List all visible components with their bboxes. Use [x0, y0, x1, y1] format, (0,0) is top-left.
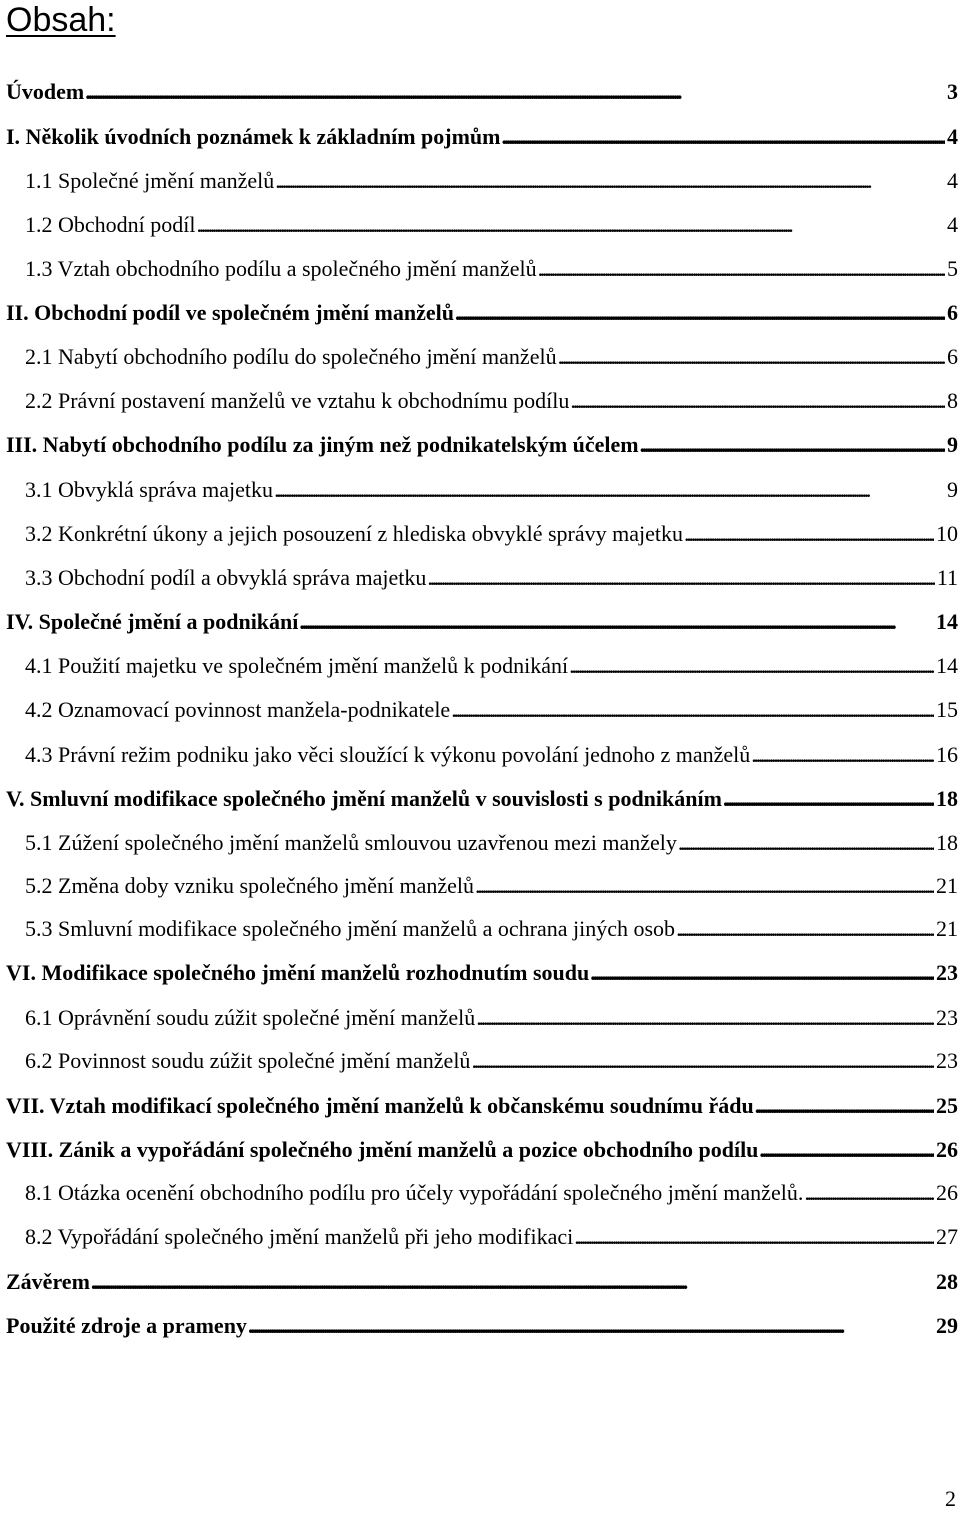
- toc-entry-label: VIII. Zánik a vypořádání společného jmění manželů a pozice obchodního podílu: [6, 1137, 759, 1162]
- toc-entry-label: Závěrem: [6, 1269, 90, 1294]
- toc-entry[interactable]: [25, 1178, 960, 1208]
- toc-entry-label: 1.2 Obchodní podíl: [25, 212, 196, 237]
- toc-dot-leader: [755, 1091, 934, 1121]
- toc-entry[interactable]: [25, 254, 960, 284]
- toc-entry-page: 14: [936, 653, 958, 678]
- toc-dot-leader: [475, 871, 934, 901]
- toc-entry-label: 3.2 Konkrétní úkony a jejich posouzení z hlediska obvyklé správy majetku: [25, 521, 684, 546]
- toc-entry[interactable]: [6, 607, 960, 637]
- toc-entry-page: 4: [947, 124, 958, 149]
- toc-entry-page: 11: [936, 565, 958, 590]
- toc-entry-page: 28: [936, 1269, 958, 1294]
- toc-entry[interactable]: [25, 563, 960, 593]
- toc-entry[interactable]: [25, 871, 960, 901]
- toc-entry[interactable]: [6, 958, 960, 988]
- toc-dot-leader: [570, 386, 945, 416]
- toc-entry-label: VI. Modifikace společného jmění manželů rozhodnutím soudu: [6, 960, 590, 985]
- toc-entry[interactable]: [6, 784, 960, 814]
- toc-entry-label: 5.1 Zúžení společného jmění manželů smlouvou uzavřenou mezi manžely: [25, 830, 677, 855]
- toc-entry-label: II. Obchodní podíl ve společném jmění manželů: [6, 300, 454, 325]
- toc-dot-leader: [91, 1267, 934, 1297]
- toc-entry-label: 2.1 Nabytí obchodního podílu do společného jmění manželů: [25, 344, 557, 369]
- toc-entry-page: 18: [936, 786, 958, 811]
- toc-entry-label: V. Smluvní modifikace společného jmění manželů v souvislosti s podnikáním: [6, 786, 722, 811]
- toc-entry-label: 2.2 Právní postavení manželů ve vztahu k obchodnímu podílu: [25, 388, 570, 413]
- toc-dot-leader: [299, 607, 934, 637]
- toc-entry-page: 16: [936, 742, 958, 767]
- toc-entry-label: IV. Společné jmění a podnikání: [6, 609, 299, 634]
- toc-entry-page: 21: [936, 916, 958, 941]
- toc-entry[interactable]: [6, 77, 960, 107]
- toc-entry-label: 5.3 Smluvní modifikace společného jmění manželů a ochrana jiných osob: [25, 916, 676, 941]
- toc-dot-leader: [640, 430, 945, 460]
- toc-entry[interactable]: [25, 695, 960, 725]
- toc-entry-page: 27: [936, 1224, 958, 1249]
- toc-entry-label: 3.3 Obchodní podíl a obvyklá správa majetku: [25, 565, 427, 590]
- toc-entry-page: 25: [936, 1093, 958, 1118]
- toc-entry-label: Úvodem: [6, 79, 85, 104]
- toc-entry[interactable]: [25, 475, 960, 505]
- toc-entry[interactable]: [6, 1091, 960, 1121]
- toc-entry[interactable]: [25, 828, 960, 858]
- toc-entry[interactable]: [25, 1003, 960, 1033]
- toc-dot-leader: [684, 519, 934, 549]
- toc-entry[interactable]: [25, 386, 960, 416]
- toc-dot-leader: [451, 695, 934, 725]
- toc-entry-page: 23: [936, 1048, 958, 1073]
- toc-entry[interactable]: [6, 122, 960, 152]
- toc-dot-leader: [85, 77, 945, 107]
- toc-entry[interactable]: [25, 342, 960, 372]
- toc-entry[interactable]: [6, 1267, 960, 1297]
- toc-entry-page: 15: [936, 697, 958, 722]
- toc-entry-page: 4: [947, 212, 958, 237]
- toc-entry-page: 29: [936, 1313, 958, 1338]
- toc-dot-leader: [248, 1311, 934, 1341]
- toc-entry-page: 18: [936, 830, 958, 855]
- toc-entry-page: 21: [936, 873, 958, 898]
- page-title: Obsah:: [6, 1, 116, 39]
- toc-entry[interactable]: [25, 166, 960, 196]
- toc-entry-label: 8.1 Otázka ocenění obchodního podílu pro účely vypořádání společného jmění manželů.: [25, 1180, 804, 1205]
- page-number: 2: [945, 1486, 956, 1511]
- toc-entry-label: Použité zdroje a prameny: [6, 1313, 247, 1338]
- toc-entry-label: 3.1 Obvyklá správa majetku: [25, 477, 274, 502]
- toc-dot-leader: [275, 166, 945, 196]
- toc-entry[interactable]: [25, 519, 960, 549]
- toc-dot-leader: [558, 342, 945, 372]
- toc-dot-leader: [751, 740, 934, 770]
- toc-entry-label: 1.3 Vztah obchodního podílu a společného jmění manželů: [25, 256, 537, 281]
- toc-entry-label: 6.1 Oprávnění soudu zúžit společné jmění manželů: [25, 1005, 476, 1030]
- toc-dot-leader: [590, 958, 934, 988]
- toc-dot-leader: [804, 1178, 934, 1208]
- toc-entry-page: 9: [947, 432, 958, 457]
- toc-dot-leader: [197, 210, 946, 240]
- toc-dot-leader: [476, 1003, 934, 1033]
- toc-entry-label: 8.2 Vypořádání společného jmění manželů při jeho modifikaci: [25, 1224, 574, 1249]
- toc-entry-page: 9: [947, 477, 958, 502]
- toc-entry-label: VII. Vztah modifikací společného jmění manželů k občanskému soudnímu řádu: [6, 1093, 754, 1118]
- toc-entry[interactable]: [25, 651, 960, 681]
- toc-entry-page: 3: [947, 79, 958, 104]
- toc-entry-page: 14: [936, 609, 958, 634]
- toc-entry-label: I. Několik úvodních poznámek k základním pojmům: [6, 124, 501, 149]
- toc-entry-label: 4.3 Právní režim podniku jako věci sloužící k výkonu povolání jednoho z manželů: [25, 742, 751, 767]
- toc-dot-leader: [574, 1222, 934, 1252]
- toc-entry[interactable]: [6, 430, 960, 460]
- toc-entry-label: 6.2 Povinnost soudu zúžit společné jmění manželů: [25, 1048, 471, 1073]
- toc-dot-leader: [274, 475, 945, 505]
- toc-entry-page: 6: [947, 344, 958, 369]
- toc-entry[interactable]: [25, 1222, 960, 1252]
- toc-entry[interactable]: [25, 210, 960, 240]
- toc-entry[interactable]: [25, 914, 960, 944]
- toc-dot-leader: [759, 1135, 934, 1165]
- toc-entry-page: 23: [936, 1005, 958, 1030]
- toc-entry-page: 26: [936, 1180, 958, 1205]
- toc-entry-label: 4.1 Použití majetku ve společném jmění manželů k podnikání: [25, 653, 569, 678]
- toc-dot-leader: [471, 1046, 934, 1076]
- toc-entry-label: 5.2 Změna doby vzniku společného jmění manželů: [25, 873, 475, 898]
- toc-entry-page: 5: [947, 256, 958, 281]
- toc-dot-leader: [427, 563, 934, 593]
- toc-entry-page: 26: [936, 1137, 958, 1162]
- toc-entry-page: 4: [947, 168, 958, 193]
- toc-entry-label: III. Nabytí obchodního podílu za jiným než podnikatelským účelem: [6, 432, 639, 457]
- toc-dot-leader: [723, 784, 934, 814]
- toc-dot-leader: [502, 122, 946, 152]
- toc-dot-leader: [678, 828, 934, 858]
- toc-entry[interactable]: [25, 1046, 960, 1076]
- toc-entry-page: 10: [936, 521, 958, 546]
- toc-entry-page: 6: [947, 300, 958, 325]
- toc-dot-leader: [676, 914, 934, 944]
- toc-entry[interactable]: [6, 1311, 960, 1341]
- toc-entry[interactable]: [25, 740, 960, 770]
- toc-entry-label: 1.1 Společné jmění manželů: [25, 168, 275, 193]
- toc-entry-label: 4.2 Oznamovací povinnost manžela-podnikatele: [25, 697, 451, 722]
- toc-dot-leader: [538, 254, 945, 284]
- toc-dot-leader: [455, 298, 945, 328]
- toc-entry[interactable]: [6, 1135, 960, 1165]
- toc-entry-page: 8: [947, 388, 958, 413]
- toc-entry[interactable]: [6, 298, 960, 328]
- toc-entry-page: 23: [936, 960, 958, 985]
- toc-dot-leader: [569, 651, 934, 681]
